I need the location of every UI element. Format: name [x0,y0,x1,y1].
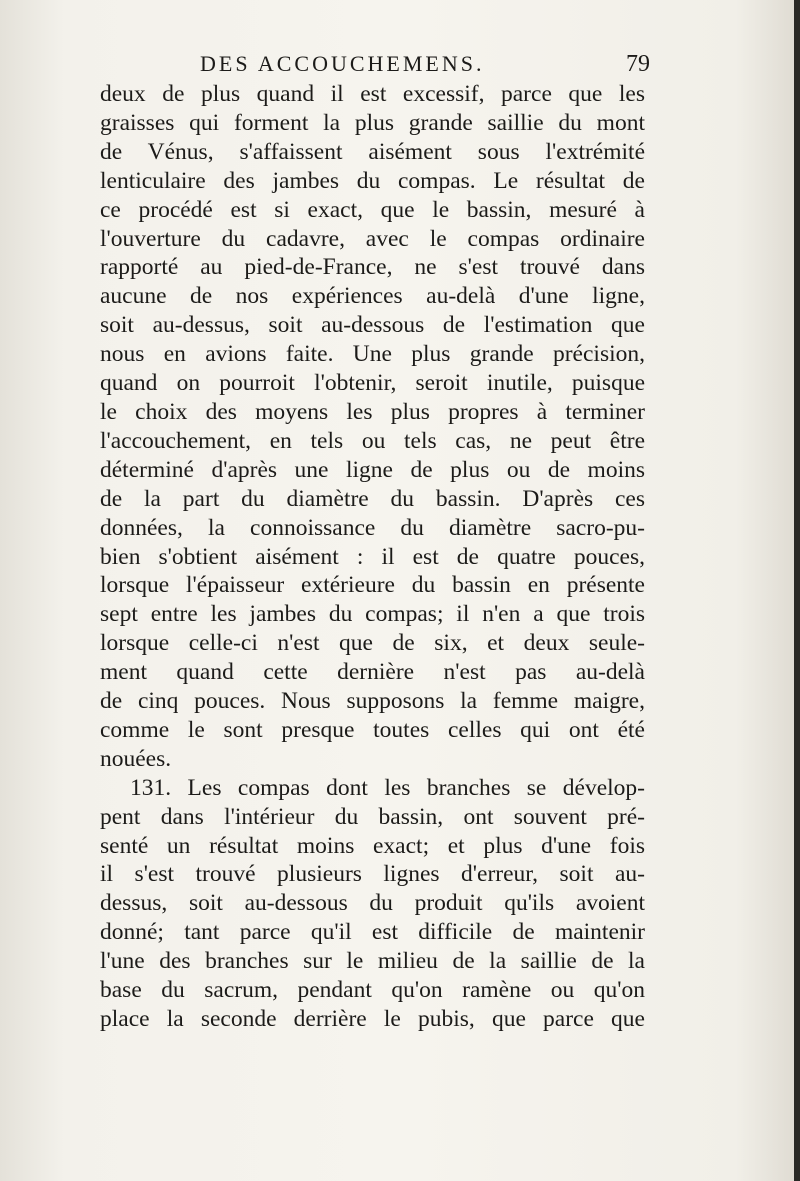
text-line: de Vénus, s'affaissent aisément sous l'extrémité [100,138,645,165]
text-line: quand on pourroit l'obtenir, seroit inutile, puisque [100,370,645,397]
text-line: données, la connoissance du diamètre sacro-pu- [100,514,645,541]
text-line: aucune de nos expériences au-delà d'une ligne, [100,283,645,310]
text-line: graisses qui forment la plus grande saillie du mont [100,109,645,136]
text-line: ce procédé est si exact, que le bassin, mesuré à [100,196,645,223]
text-line: dessus, soit au-dessous du produit qu'ils avoient [100,890,645,917]
text-line: lorsque l'épaisseur extérieure du bassin en présente [100,572,645,599]
text-line: l'ouverture du cadavre, avec le compas ordinaire [100,225,645,252]
text-line: soit au-dessus, soit au-dessous de l'estimation que [100,312,645,339]
text-line: sept entre les jambes du compas; il n'en a que trois [100,601,645,628]
text-line: nouées. [100,745,172,772]
text-line: lorsque celle-ci n'est que de six, et deux seule- [100,630,645,657]
text-line: déterminé d'après une ligne de plus ou de moins [100,456,645,483]
running-title: DES ACCOUCHEMENS. [200,51,485,76]
page-number: 79 [626,51,650,77]
paragraph-start-line: 131. Les compas dont les branches se dévelop- [130,774,645,801]
text-line: le choix des moyens les plus propres à terminer [100,398,645,425]
text-line: nous en avions faite. Une plus grande précision, [100,341,645,368]
text-line: lenticulaire des jambes du compas. Le résultat de [100,167,645,194]
text-line: l'accouchement, en tels ou tels cas, ne peut être [100,427,645,454]
text-line: bien s'obtient aisément : il est de quatre pouces, [100,543,645,570]
running-head [100,46,660,82]
text-line: deux de plus quand il est excessif, parce que les [100,81,645,107]
text-line: rapporté au pied-de-France, ne s'est trouvé dans [100,254,645,281]
text-line: de cinq pouces. Nous supposons la femme maigre, [100,688,645,715]
text-line: donné; tant parce qu'il est difficile de maintenir [100,919,645,946]
page-edge-shadow [794,0,800,1181]
text-line: senté un résultat moins exact; et plus d'une fois [100,832,645,859]
text-line: pent dans l'intérieur du bassin, ont souvent pré- [100,803,645,830]
text-line: il s'est trouvé plusieurs lignes d'erreur, soit au- [100,861,645,888]
text-line: comme le sont presque toutes celles qui ont été [100,716,645,743]
text-line: de la part du diamètre du bassin. D'après ces [100,485,645,512]
body-text [100,80,645,1034]
text-line: l'une des branches sur le milieu de la saillie de la [100,948,645,975]
text-line: place la seconde derrière le pubis, que parce que [100,1006,645,1032]
text-line: ment quand cette dernière n'est pas au-delà [100,659,645,686]
text-line: base du sacrum, pendant qu'on ramène ou qu'on [100,977,645,1004]
